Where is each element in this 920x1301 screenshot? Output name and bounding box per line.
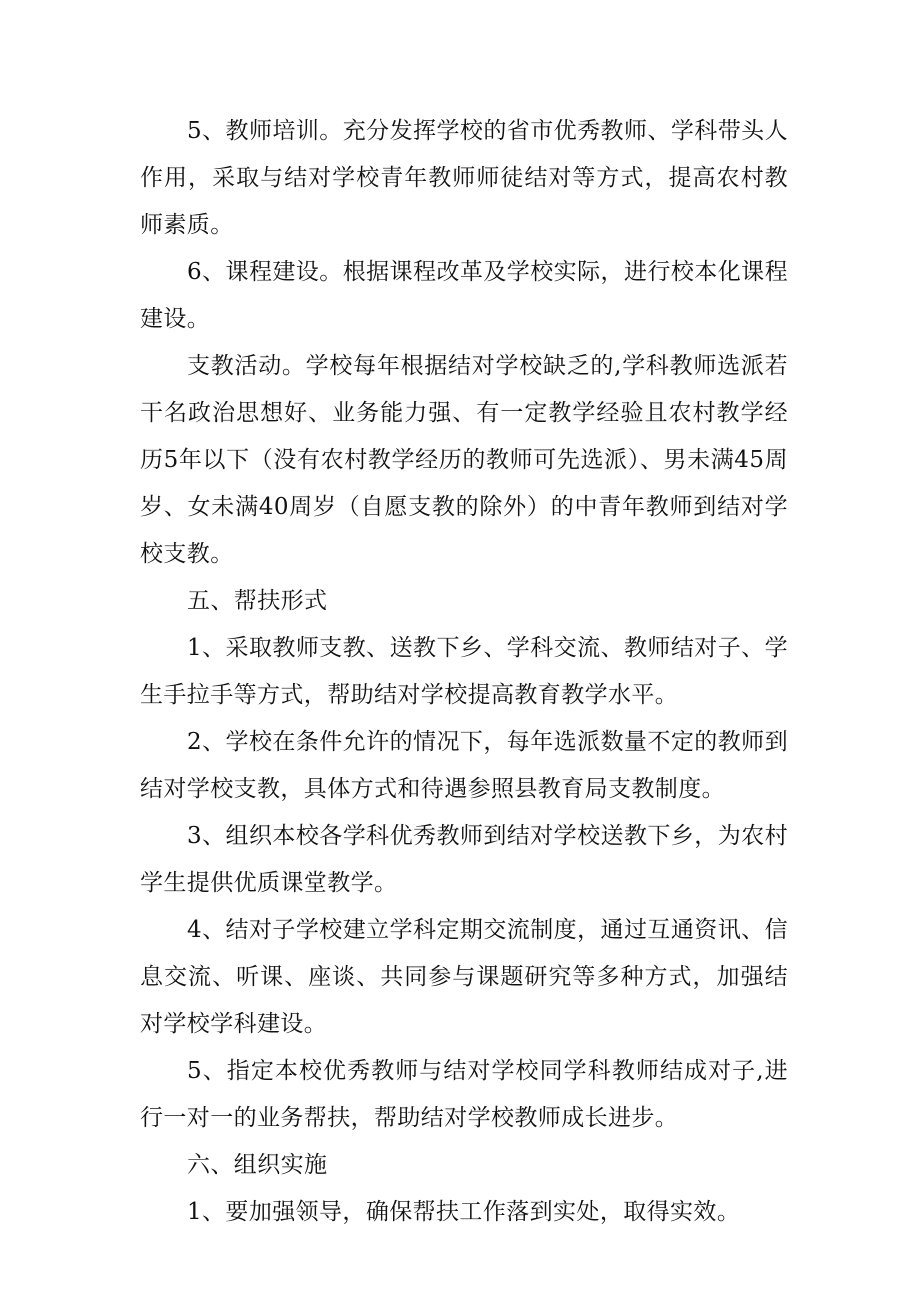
paragraph-assistance-item-3: 3、组织本校各学科优秀教师到结对学校送教下乡，为农村学生提供优质课堂教学。 [140, 823, 788, 896]
paragraph-teacher-training: 5、教师培训。充分发挥学校的省市优秀教师、学科带头人作用，采取与结对学校青年教师师徒结对等方式，提高农村教师素质。 [140, 118, 788, 238]
section-heading-implementation: 六、组织实施 [187, 1152, 328, 1178]
paragraph-assistance-item-4: 4、结对子学校建立学科定期交流制度，通过互通资讯、信息交流、听课、座谈、共同参与课题研究等多种方式，加强结对学校学科建设。 [140, 917, 788, 1037]
section-heading-assistance-forms: 五、帮扶形式 [187, 588, 328, 614]
paragraph-implementation-item-1: 1、要加强领导，确保帮扶工作落到实处，取得实效。 [187, 1199, 741, 1225]
document-body [140, 108, 788, 1236]
paragraph-curriculum-building: 6、课程建设。根据课程改革及学校实际，进行校本化课程建设。 [140, 259, 788, 332]
paragraph-assistance-item-5: 5、指定本校优秀教师与结对学校同学科教师结成对子,进行一对一的业务帮扶，帮助结对学校教师成长进步。 [140, 1058, 788, 1131]
paragraph-teaching-support: 支教活动。学校每年根据结对学校缺乏的,学科教师选派若干名政治思想好、业务能力强、有一定教学经验且农村教学经历5年以下（没有农村教学经历的教师可先选派）、男未满45周岁、女未满40周岁（自愿支教的除外）的中青年教师到结对学校支教。 [140, 353, 788, 567]
paragraph-assistance-item-2: 2、学校在条件允许的情况下，每年选派数量不定的教师到结对学校支教，具体方式和待遇参照县教育局支教制度。 [140, 729, 788, 802]
paragraph-assistance-item-1: 1、采取教师支教、送教下乡、学科交流、教师结对子、学生手拉手等方式，帮助结对学校提高教育教学水平。 [140, 635, 788, 708]
